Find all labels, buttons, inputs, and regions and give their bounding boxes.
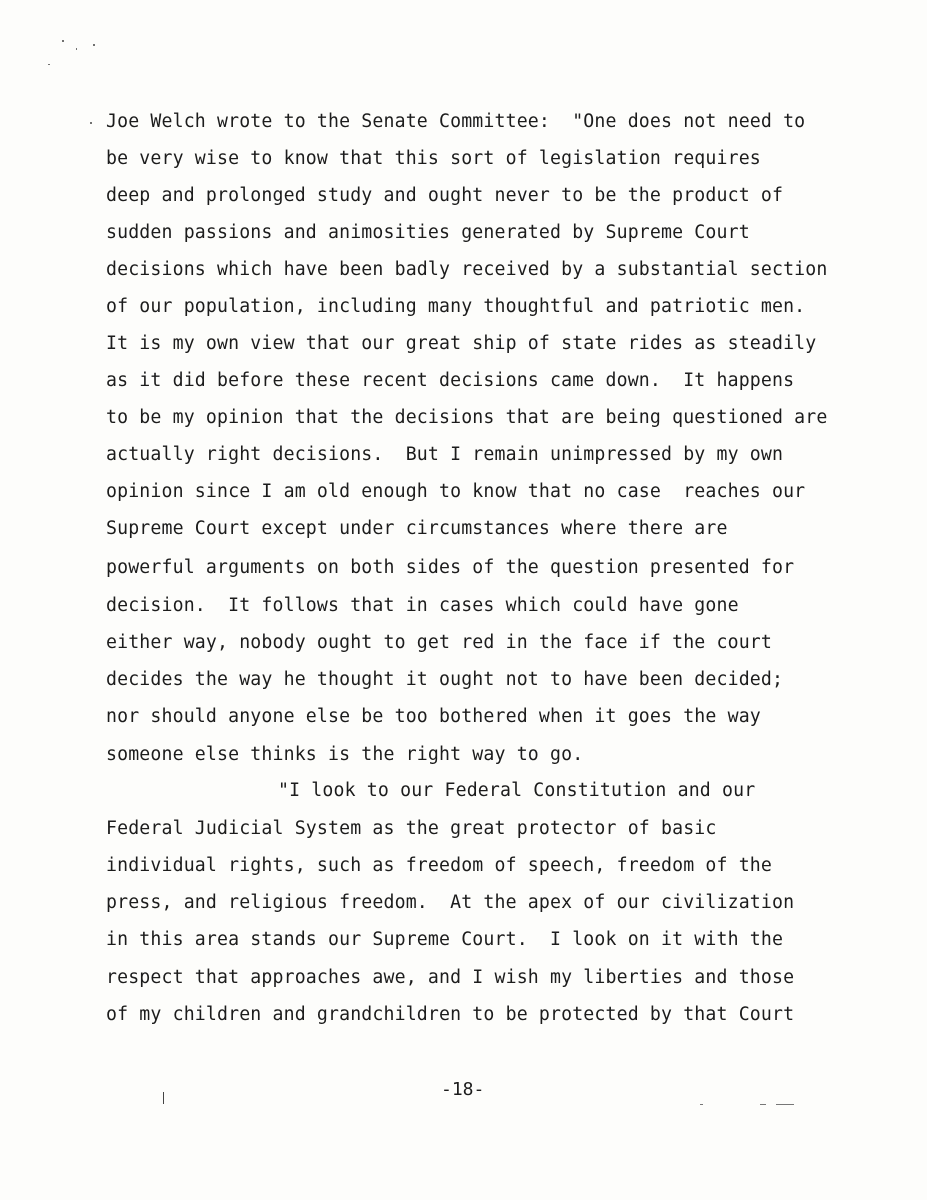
scan-speck (62, 40, 64, 42)
text-line: nor should anyone else be too bothered when it goes the way (106, 706, 761, 727)
scan-speck (163, 1092, 164, 1104)
text-line: deep and prolonged study and ought never to be the product of (106, 185, 784, 206)
text-line: decides the way he thought it ought not to have been decided; (106, 669, 784, 690)
page-number: -18- (441, 1079, 485, 1100)
text-line: Joe Welch wrote to the Senate Committee: "One does not need to (106, 111, 806, 132)
scan-speck (90, 122, 92, 124)
scan-speck (776, 1104, 794, 1105)
scan-speck (760, 1104, 766, 1105)
text-line: Federal Judicial System as the great protector of basic (106, 818, 717, 839)
text-line: "I look to our Federal Constitution and our (278, 780, 756, 801)
text-line: actually right decisions. But I remain unimpressed by my own (106, 444, 784, 465)
text-line: opinion since I am old enough to know that no case reaches our (106, 481, 806, 502)
text-line: Supreme Court except under circumstances where there are (106, 518, 728, 539)
text-line: decision. It follows that in cases which could have gone (106, 595, 739, 616)
scan-speck (76, 48, 77, 50)
text-line: press, and religious freedom. At the apex of our civilization (106, 892, 795, 913)
text-line: of my children and grandchildren to be protected by that Court (106, 1004, 795, 1025)
text-line: someone else thinks is the right way to go. (106, 744, 584, 765)
text-line: sudden passions and animosities generated by Supreme Court (106, 222, 750, 243)
text-line: decisions which have been badly received by a substantial section (106, 259, 828, 280)
text-line: individual rights, such as freedom of speech, freedom of the (106, 855, 772, 876)
scan-speck (93, 44, 95, 46)
text-line: of our population, including many thoughtful and patriotic men. (106, 296, 806, 317)
scan-speck (700, 1104, 703, 1105)
text-line: be very wise to know that this sort of legislation requires (106, 148, 761, 169)
scan-speck (48, 64, 50, 65)
text-line: to be my opinion that the decisions that are being questioned are (106, 407, 828, 428)
text-line: It is my own view that our great ship of state rides as steadily (106, 333, 817, 354)
text-line: as it did before these recent decisions came down. It happens (106, 370, 795, 391)
text-line: in this area stands our Supreme Court. I look on it with the (106, 929, 784, 950)
text-line: respect that approaches awe, and I wish my liberties and those (106, 967, 795, 988)
text-line: either way, nobody ought to get red in the face if the court (106, 632, 772, 653)
text-line: powerful arguments on both sides of the question presented for (106, 557, 795, 578)
